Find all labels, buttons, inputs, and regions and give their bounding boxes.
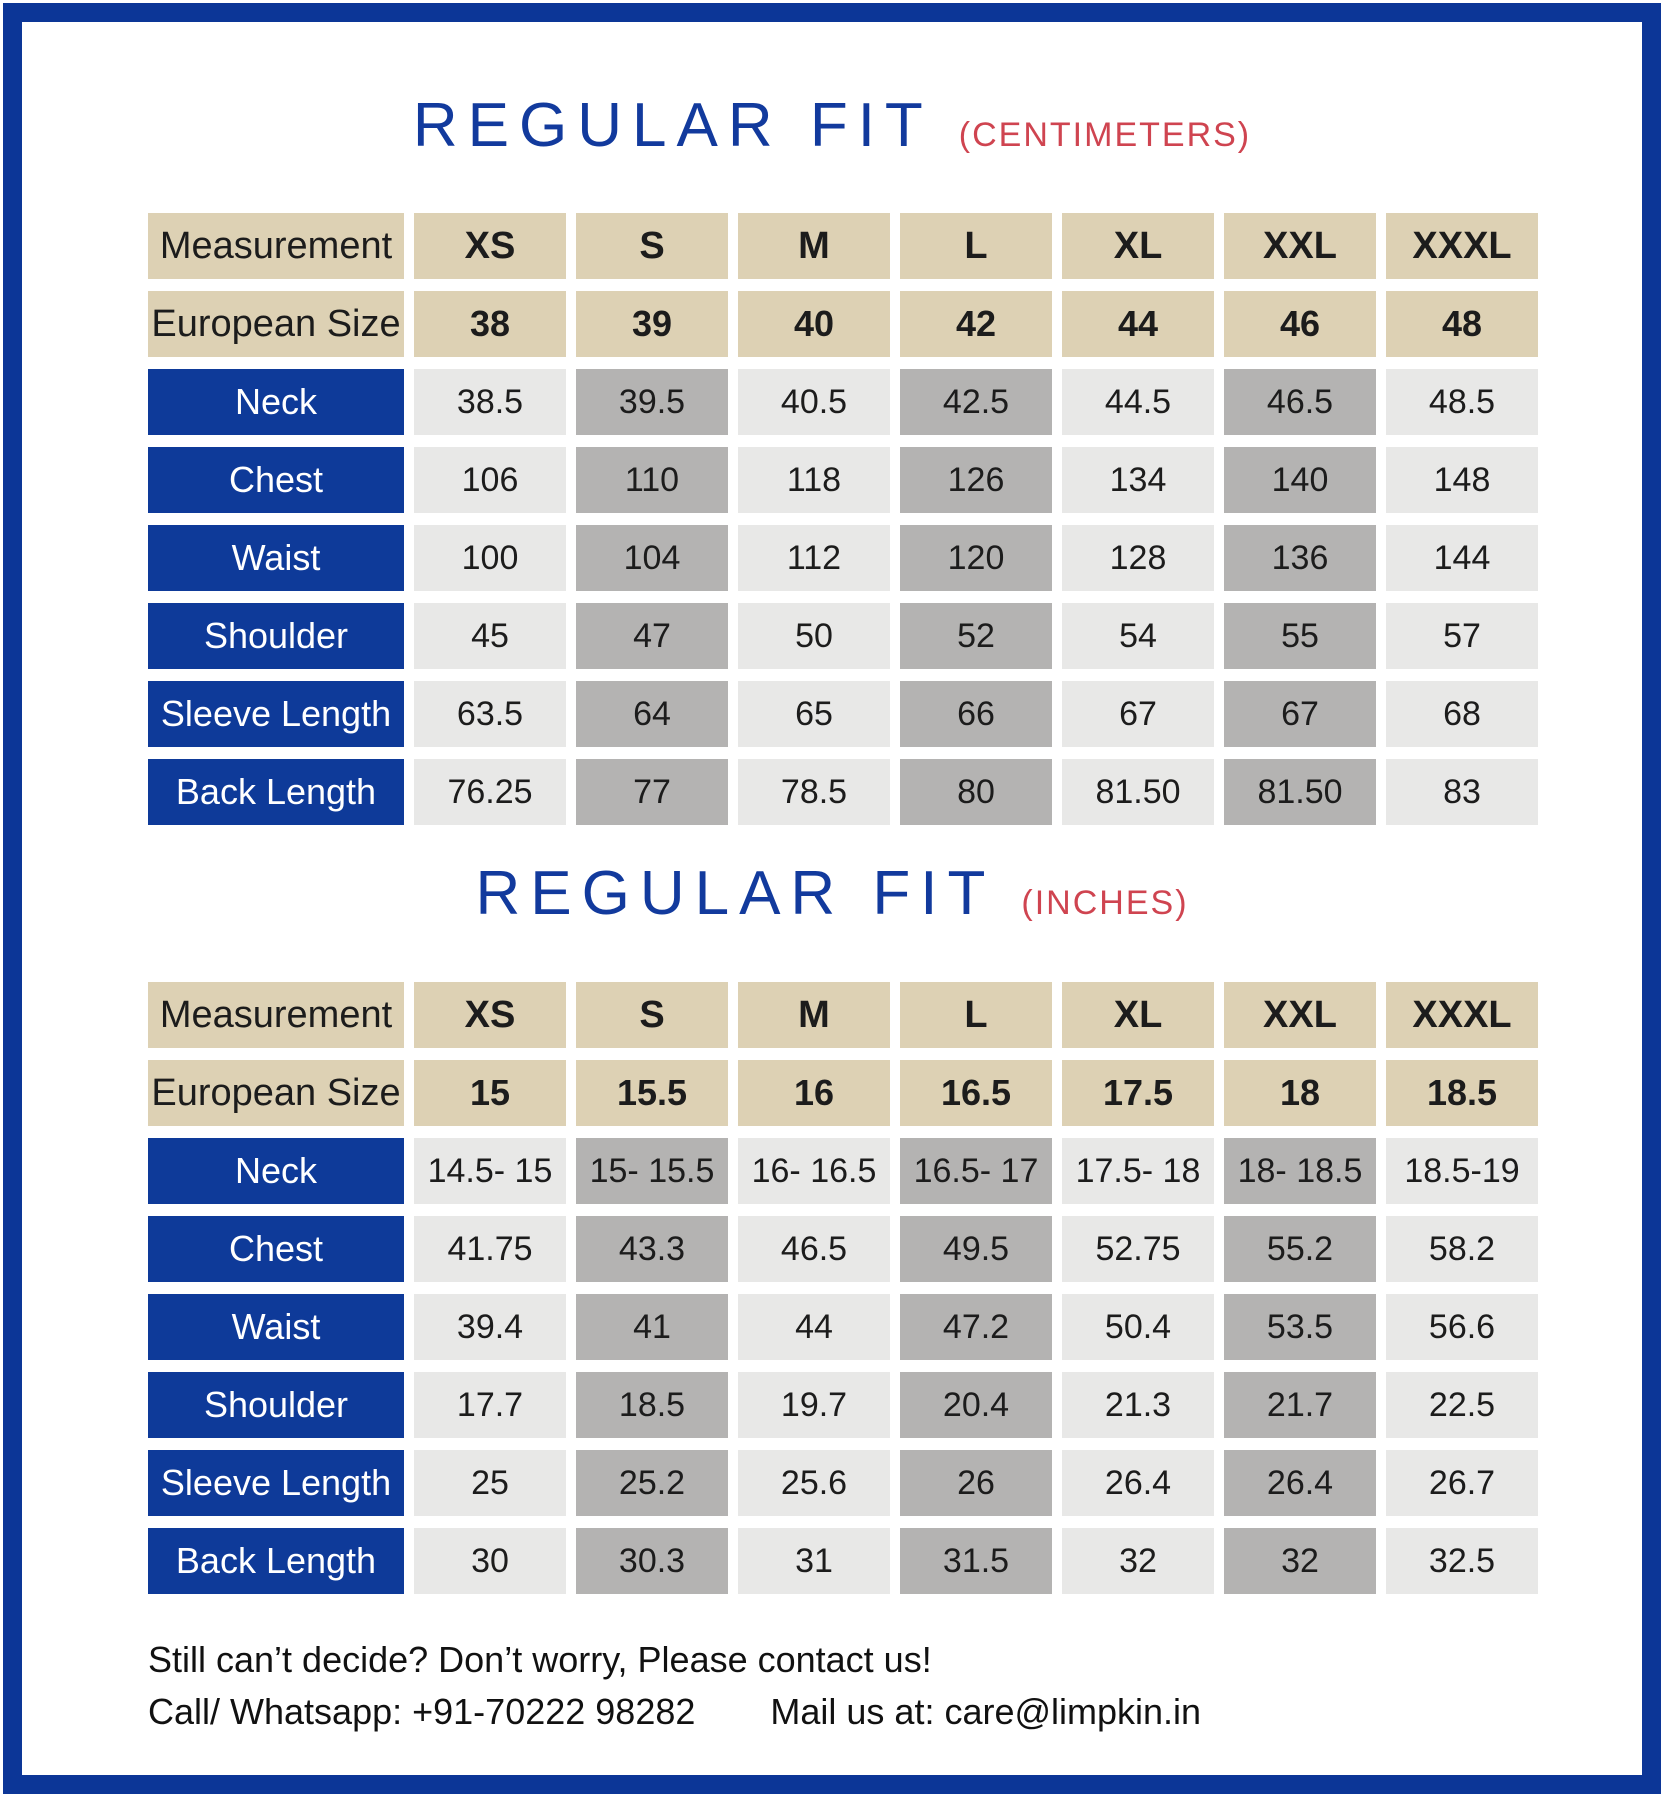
row-label-chest: Chest: [148, 447, 404, 513]
size-value-cell: 47: [576, 603, 728, 669]
size-value-cell: 20.4: [900, 1372, 1052, 1438]
size-value-cell: 18- 18.5: [1224, 1138, 1376, 1204]
row-label-waist: Waist: [148, 525, 404, 591]
european-size-value: 39: [576, 291, 728, 357]
european-size-value: 18: [1224, 1060, 1376, 1126]
size-column-header: XS: [414, 982, 566, 1048]
footer-help-text: Still can’t decide? Don’t worry, Please contact us!: [148, 1639, 932, 1680]
measurement-header: Measurement: [148, 982, 404, 1048]
size-value-cell: 56.6: [1386, 1294, 1538, 1360]
size-value-cell: 46.5: [1224, 369, 1376, 435]
row-label-back-length: Back Length: [148, 1528, 404, 1594]
european-size-value: 15.5: [576, 1060, 728, 1126]
size-value-cell: 38.5: [414, 369, 566, 435]
size-value-cell: 48.5: [1386, 369, 1538, 435]
size-value-cell: 14.5- 15: [414, 1138, 566, 1204]
size-value-cell: 30: [414, 1528, 566, 1594]
size-value-cell: 106: [414, 447, 566, 513]
size-value-cell: 81.50: [1062, 759, 1214, 825]
size-value-cell: 100: [414, 525, 566, 591]
size-value-cell: 41: [576, 1294, 728, 1360]
size-value-cell: 76.25: [414, 759, 566, 825]
size-value-cell: 31: [738, 1528, 890, 1594]
size-column-header: XXXL: [1386, 982, 1538, 1048]
european-size-value: 48: [1386, 291, 1538, 357]
size-value-cell: 144: [1386, 525, 1538, 591]
size-value-cell: 53.5: [1224, 1294, 1376, 1360]
title-regular-fit-in: REGULAR FIT: [475, 859, 996, 928]
european-size-value: 38: [414, 291, 566, 357]
size-column-header: S: [576, 982, 728, 1048]
size-value-cell: 21.3: [1062, 1372, 1214, 1438]
size-value-cell: 81.50: [1224, 759, 1376, 825]
size-value-cell: 64: [576, 681, 728, 747]
size-value-cell: 78.5: [738, 759, 890, 825]
title-inches: [0, 858, 1664, 929]
size-column-header: XS: [414, 213, 566, 279]
size-value-cell: 32: [1224, 1528, 1376, 1594]
size-value-cell: 18.5-19: [1386, 1138, 1538, 1204]
size-value-cell: 67: [1224, 681, 1376, 747]
size-value-cell: 55.2: [1224, 1216, 1376, 1282]
size-column-header: XL: [1062, 213, 1214, 279]
size-value-cell: 25: [414, 1450, 566, 1516]
size-value-cell: 21.7: [1224, 1372, 1376, 1438]
size-column-header: XL: [1062, 982, 1214, 1048]
size-value-cell: 32.5: [1386, 1528, 1538, 1594]
size-value-cell: 58.2: [1386, 1216, 1538, 1282]
title-unit-inches: (INCHES): [1021, 884, 1189, 922]
size-value-cell: 25.6: [738, 1450, 890, 1516]
size-value-cell: 67: [1062, 681, 1214, 747]
european-size-value: 15: [414, 1060, 566, 1126]
row-label-shoulder: Shoulder: [148, 603, 404, 669]
size-value-cell: 44.5: [1062, 369, 1214, 435]
size-value-cell: 16- 16.5: [738, 1138, 890, 1204]
size-value-cell: 17.5- 18: [1062, 1138, 1214, 1204]
european-size-label: European Size: [148, 1060, 404, 1126]
title-regular-fit-cm: REGULAR FIT: [412, 91, 933, 160]
size-table-inches: [148, 982, 1538, 1594]
footer-contact-line: [148, 1686, 1201, 1738]
title-unit-centimeters: (CENTIMETERS): [958, 116, 1252, 154]
european-size-value: 17.5: [1062, 1060, 1214, 1126]
size-value-cell: 30.3: [576, 1528, 728, 1594]
size-value-cell: 44: [738, 1294, 890, 1360]
size-value-cell: 26.7: [1386, 1450, 1538, 1516]
european-size-value: 44: [1062, 291, 1214, 357]
size-value-cell: 32: [1062, 1528, 1214, 1594]
size-value-cell: 120: [900, 525, 1052, 591]
measurement-header: Measurement: [148, 213, 404, 279]
size-value-cell: 19.7: [738, 1372, 890, 1438]
size-value-cell: 25.2: [576, 1450, 728, 1516]
size-column-header: L: [900, 982, 1052, 1048]
size-value-cell: 80: [900, 759, 1052, 825]
row-label-sleeve-length: Sleeve Length: [148, 681, 404, 747]
row-label-neck: Neck: [148, 1138, 404, 1204]
row-label-waist: Waist: [148, 1294, 404, 1360]
size-value-cell: 52: [900, 603, 1052, 669]
size-value-cell: 42.5: [900, 369, 1052, 435]
size-value-cell: 41.75: [414, 1216, 566, 1282]
title-centimeters: [0, 90, 1664, 161]
size-value-cell: 68: [1386, 681, 1538, 747]
size-value-cell: 55: [1224, 603, 1376, 669]
size-column-header: XXXL: [1386, 213, 1538, 279]
size-value-cell: 110: [576, 447, 728, 513]
size-value-cell: 15- 15.5: [576, 1138, 728, 1204]
size-value-cell: 52.75: [1062, 1216, 1214, 1282]
size-column-header: M: [738, 213, 890, 279]
size-value-cell: 16.5- 17: [900, 1138, 1052, 1204]
size-value-cell: 104: [576, 525, 728, 591]
row-label-neck: Neck: [148, 369, 404, 435]
size-value-cell: 31.5: [900, 1528, 1052, 1594]
size-value-cell: 46.5: [738, 1216, 890, 1282]
size-value-cell: 18.5: [576, 1372, 728, 1438]
european-size-value: 40: [738, 291, 890, 357]
size-value-cell: 128: [1062, 525, 1214, 591]
european-size-value: 42: [900, 291, 1052, 357]
size-value-cell: 39.5: [576, 369, 728, 435]
row-label-back-length: Back Length: [148, 759, 404, 825]
size-value-cell: 22.5: [1386, 1372, 1538, 1438]
size-column-header: XXL: [1224, 213, 1376, 279]
size-table-centimeters: [148, 213, 1538, 825]
european-size-label: European Size: [148, 291, 404, 357]
size-value-cell: 43.3: [576, 1216, 728, 1282]
size-value-cell: 134: [1062, 447, 1214, 513]
size-value-cell: 17.7: [414, 1372, 566, 1438]
size-value-cell: 136: [1224, 525, 1376, 591]
size-value-cell: 39.4: [414, 1294, 566, 1360]
size-column-header: XXL: [1224, 982, 1376, 1048]
size-value-cell: 83: [1386, 759, 1538, 825]
footer-phone: Call/ Whatsapp: +91-70222 98282: [148, 1691, 696, 1732]
size-value-cell: 40.5: [738, 369, 890, 435]
size-column-header: L: [900, 213, 1052, 279]
size-value-cell: 57: [1386, 603, 1538, 669]
size-value-cell: 126: [900, 447, 1052, 513]
size-value-cell: 49.5: [900, 1216, 1052, 1282]
european-size-value: 16.5: [900, 1060, 1052, 1126]
size-value-cell: 45: [414, 603, 566, 669]
size-column-header: S: [576, 213, 728, 279]
size-value-cell: 140: [1224, 447, 1376, 513]
footer-contact: [148, 1634, 1201, 1738]
size-value-cell: 118: [738, 447, 890, 513]
european-size-value: 46: [1224, 291, 1376, 357]
size-value-cell: 50.4: [1062, 1294, 1214, 1360]
european-size-value: 18.5: [1386, 1060, 1538, 1126]
size-value-cell: 63.5: [414, 681, 566, 747]
size-value-cell: 50: [738, 603, 890, 669]
european-size-value: 16: [738, 1060, 890, 1126]
size-value-cell: 77: [576, 759, 728, 825]
size-value-cell: 26.4: [1062, 1450, 1214, 1516]
size-value-cell: 26.4: [1224, 1450, 1376, 1516]
size-column-header: M: [738, 982, 890, 1048]
row-label-shoulder: Shoulder: [148, 1372, 404, 1438]
row-label-sleeve-length: Sleeve Length: [148, 1450, 404, 1516]
row-label-chest: Chest: [148, 1216, 404, 1282]
size-value-cell: 26: [900, 1450, 1052, 1516]
footer-mail: Mail us at: care@limpkin.in: [770, 1691, 1202, 1732]
size-value-cell: 47.2: [900, 1294, 1052, 1360]
size-value-cell: 66: [900, 681, 1052, 747]
size-value-cell: 54: [1062, 603, 1214, 669]
size-value-cell: 148: [1386, 447, 1538, 513]
size-value-cell: 112: [738, 525, 890, 591]
size-value-cell: 65: [738, 681, 890, 747]
